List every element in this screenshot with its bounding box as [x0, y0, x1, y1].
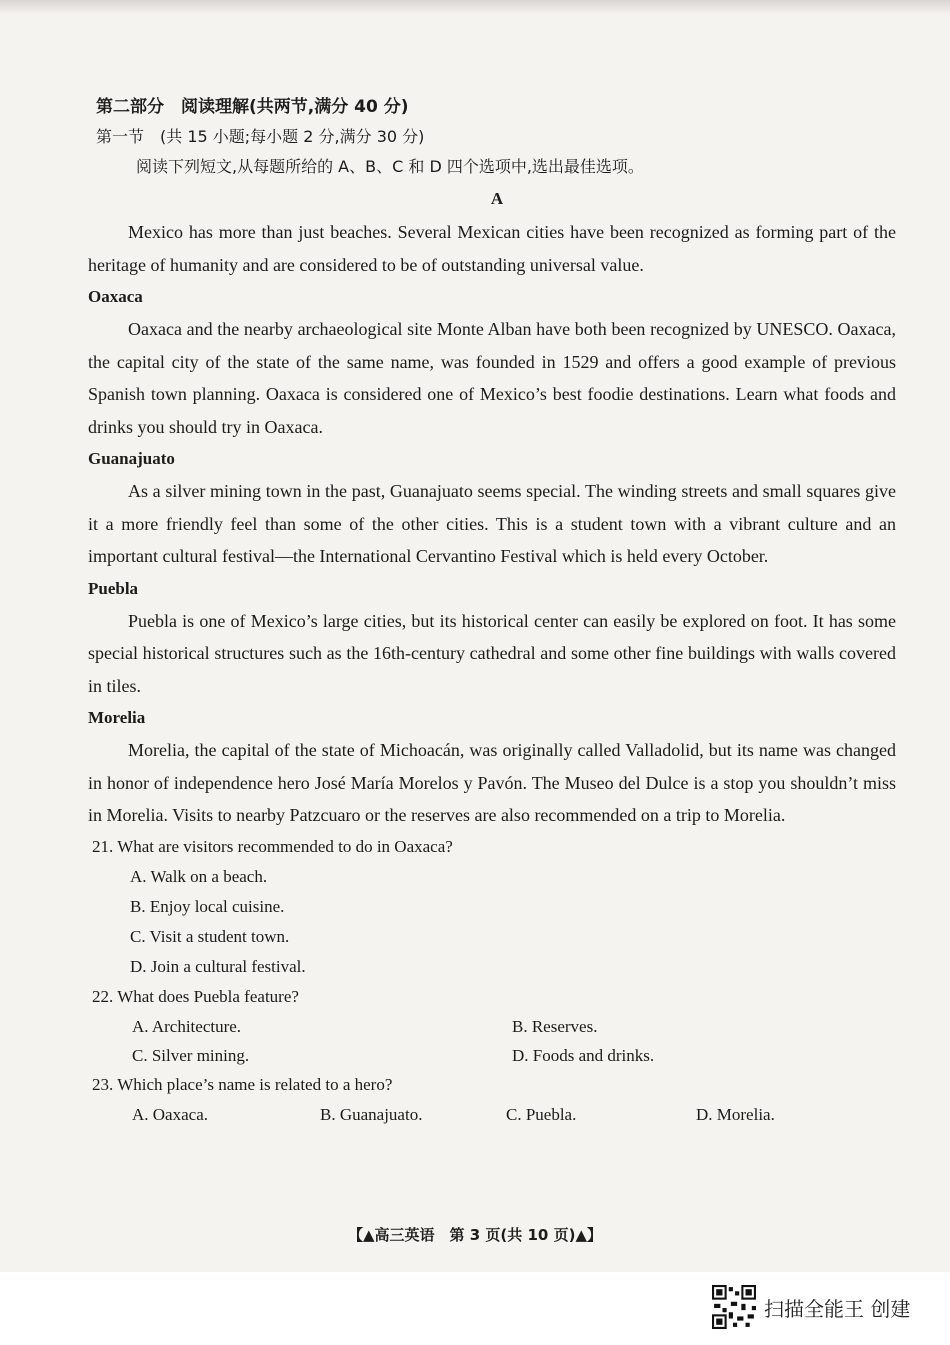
scanner-watermark — [712, 1285, 910, 1329]
section-heading: Guanajuato — [88, 449, 175, 468]
option-c: C. Visit a student town. — [130, 926, 290, 946]
option-d: D. Morelia. — [696, 1104, 775, 1124]
option-c: C. Silver mining. — [132, 1045, 250, 1065]
qr-code-icon — [712, 1285, 756, 1329]
option-b: B. Enjoy local cuisine. — [130, 896, 285, 916]
option-b: B. Reserves. — [512, 1016, 598, 1036]
section-text: As a silver mining town in the past, Guanajuato seems special. The winding streets and small squares give it a more friendly feel than some of the other cities. This is a student town with a vibrant culture and an important cultural festival—the International Cervantino Festival which is held every October. — [88, 481, 896, 566]
watermark-text: 扫描全能王 创建 — [764, 1296, 911, 1321]
question-stem: 23. Which place’s name is related to a hero? — [92, 1074, 393, 1094]
question-stem: 21. What are visitors recommended to do in Oaxaca? — [92, 836, 453, 856]
option-d: D. Foods and drinks. — [512, 1045, 655, 1065]
section-title: 第一节 (共 15 小题;每小题 2 分,满分 30 分) — [96, 127, 425, 146]
passage-intro: Mexico has more than just beaches. Several Mexican cities have been recognized as forming part of the heritage of humanity and are considered to be of outstanding universal value. — [88, 222, 896, 275]
option-c: C. Puebla. — [506, 1104, 577, 1124]
document-content — [88, 92, 896, 1130]
section-text: Oaxaca and the nearby archaeological site Monte Alban have both been recognized by UNESCO. Oaxaca, the capital city of the state of the same name, was founded in 1529 and offers a good example of previous Spanish town planning. Oaxaca is considered one of Mexico’s best foodie destinations. Learn what foods and drinks you should try in Oaxaca. — [88, 319, 896, 437]
passage-section-guanajuato — [88, 443, 896, 573]
section-text: Puebla is one of Mexico’s large cities, but its historical center can easily be explored on foot. It has some special historical structures such as the 16th-century cathedral and some other fine buildings with walls covered in tiles. — [88, 610, 896, 696]
passage-section-oaxaca — [88, 281, 896, 443]
question-21 — [88, 832, 896, 982]
part-title: 第二部分 阅读理解(共两节,满分 40 分) — [96, 97, 409, 117]
question-stem: 22. What does Puebla feature? — [92, 986, 299, 1006]
passage-section-puebla — [88, 573, 896, 703]
passage-letter: A — [490, 189, 504, 208]
question-23 — [88, 1070, 896, 1130]
option-row — [88, 1041, 896, 1070]
section-text: Morelia, the capital of the state of Michoacán, was originally called Valladolid, but its name was changed in honor of independence hero José María Morelos y Pavón. The Museo del Dulce is a stop you shouldn’t miss in Morelia. Visits to nearby Patzcuaro or the reserves are also recommended on a trip to Morelia. — [88, 740, 896, 825]
option-a: A. Oaxaca. — [132, 1104, 208, 1124]
option-a: A. Walk on a beach. — [130, 866, 268, 886]
option-d: D. Join a cultural festival. — [130, 956, 306, 976]
section-heading: Puebla — [88, 578, 139, 598]
passage-section-morelia — [88, 702, 896, 832]
scan-edge — [0, 0, 950, 14]
option-row — [88, 1012, 896, 1041]
option-row — [88, 1100, 896, 1130]
instruction: 阅读下列短文,从每题所给的 A、B、C 和 D 四个选项中,选出最佳选项。 — [136, 157, 644, 176]
section-heading: Oaxaca — [88, 287, 143, 306]
question-22 — [88, 982, 896, 1070]
section-heading: Morelia — [88, 708, 146, 727]
page-footer: 【▲高三英语 第 3 页(共 10 页)▲】 — [348, 1226, 602, 1244]
option-a: A. Architecture. — [132, 1016, 242, 1036]
option-b: B. Guanajuato. — [320, 1104, 423, 1124]
